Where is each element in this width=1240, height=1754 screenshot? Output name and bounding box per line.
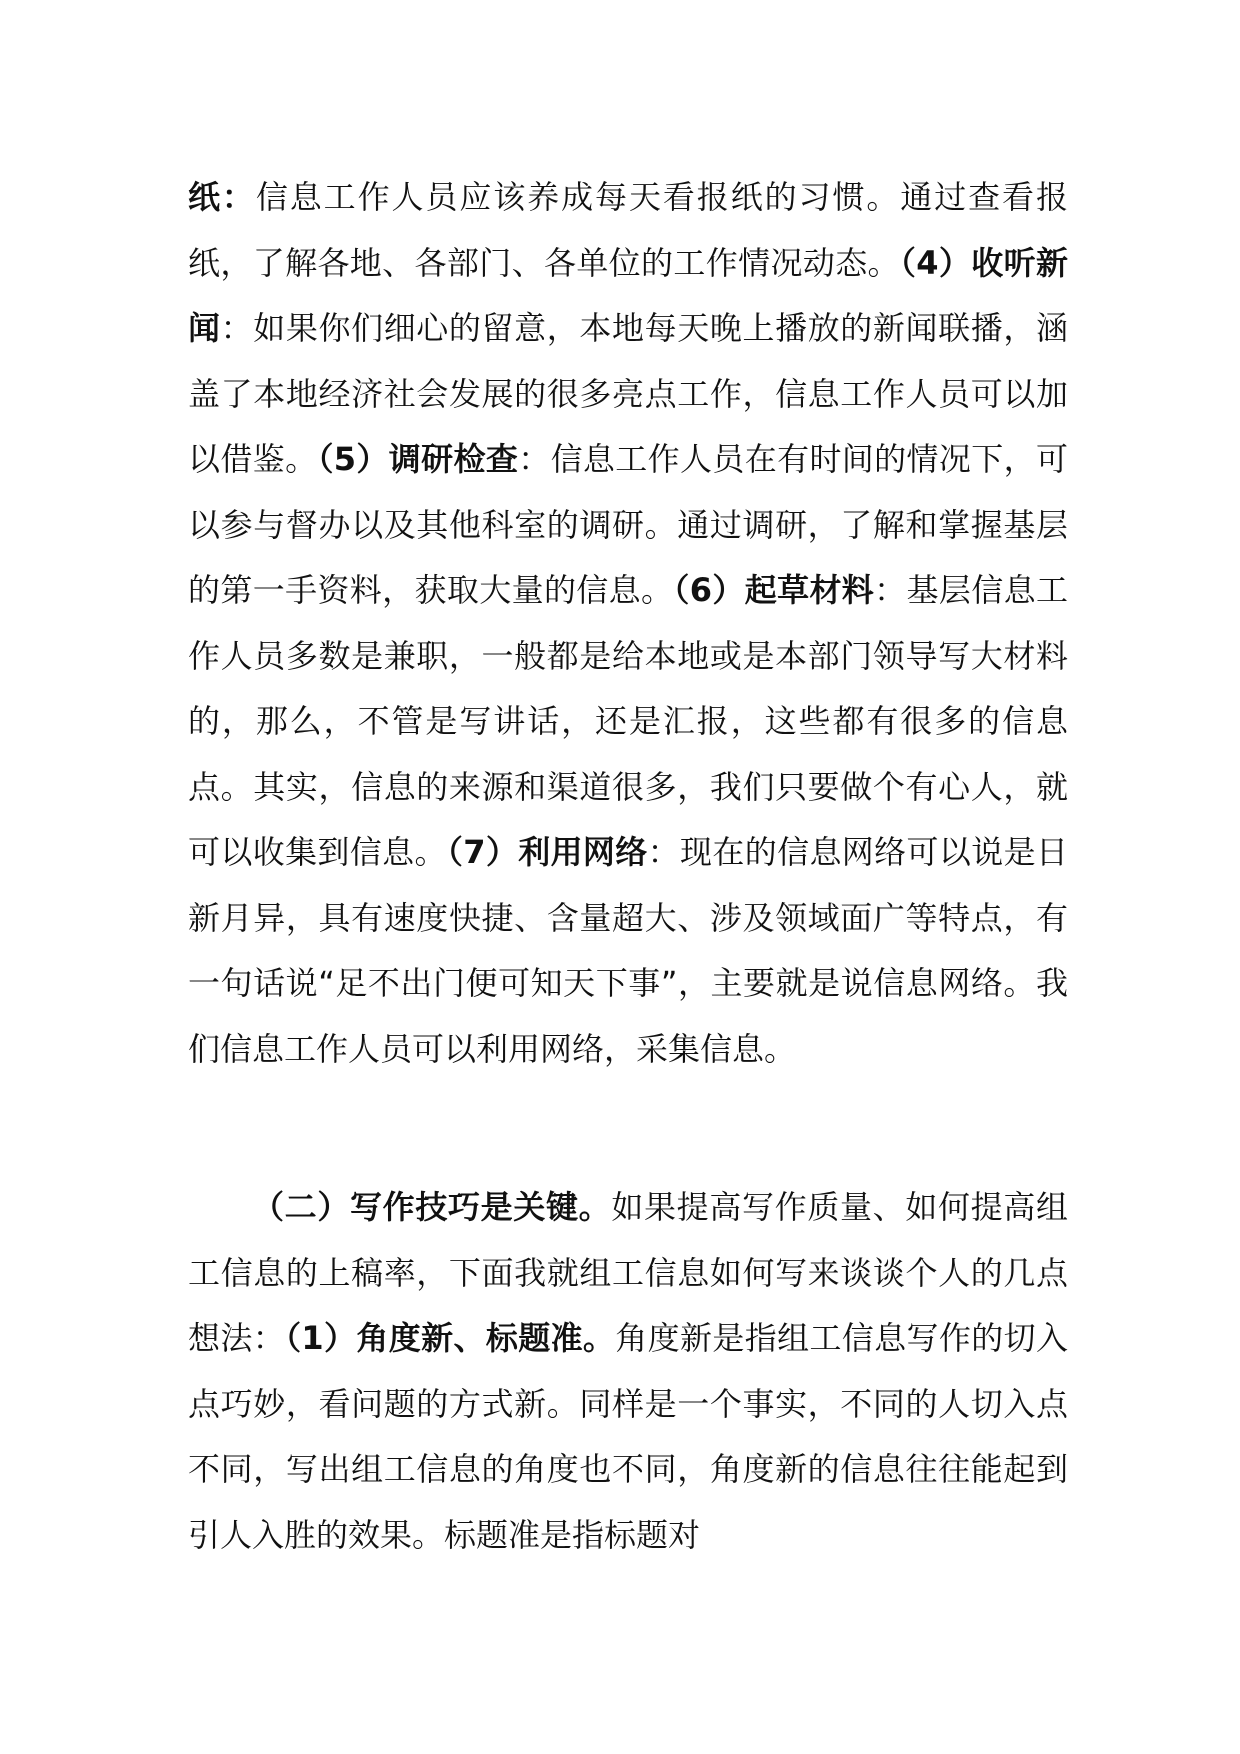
text-segment: ：信息工作人员在有时间的情况下，可以参与督办以及其他科室的调研。通过调研，了解和掌握基层的第一手资料，获取大量的信息。 bbox=[188, 440, 1068, 609]
text-segment-bold: （1）角度新、标题准。 bbox=[285, 1319, 616, 1357]
text-segment: ：基层信息工作人员多数是兼职，一般都是给本地或是本部门领导写大材料的，那么，不管是写讲话，还是汇报，这些都有很多的信息点。其实，信息的来源和渠道很多，我们只要做个有心人，就可以收集到信息。 bbox=[188, 571, 1068, 871]
text-segment: ：现在的信息网络可以说是日新月异，具有速度快捷、含量超大、涉及领域面广等特点，有一句话说“足不出门便可知天下事”，主要就是说信息网络。我们信息工作人员可以利用网络，采集信息。 bbox=[188, 833, 1068, 1068]
paragraph-writing-skills bbox=[188, 1175, 1068, 1568]
paragraph-info-sources bbox=[188, 165, 1068, 1082]
text-segment-bold: （7）利用网络 bbox=[446, 833, 648, 871]
text-segment-bold: 纸： bbox=[188, 178, 256, 216]
text-segment: 角度新是指组工信息写作的切入点巧妙，看问题的方式新。同样是一个事实，不同的人切入点不同，写出组工信息的角度也不同，角度新的信息往往能起到引人入胜的效果。标题准是指标题对 bbox=[188, 1319, 1068, 1554]
text-segment-bold: （5）调研检查 bbox=[317, 440, 519, 478]
section-heading: （二）写作技巧是关键。 bbox=[252, 1188, 612, 1226]
text-segment-bold: （4）收听新闻 bbox=[188, 243, 1068, 347]
text-segment: 信息工作人员应该养成每天看报纸的习惯。通过查看报纸，了解各地、各部门、各单位的工作情况动态。 bbox=[188, 178, 1068, 282]
text-segment: 如果提高写作质量、如何提高组工信息的上稿率，下面我就组工信息如何写来谈谈个人的几点想法： bbox=[188, 1188, 1068, 1357]
text-segment-bold: （6）起草材料 bbox=[673, 571, 875, 609]
text-segment: ：如果你们细心的留意，本地每天晚上播放的新闻联播，涵盖了本地经济社会发展的很多亮点工作，信息工作人员可以加以借鉴。 bbox=[188, 309, 1068, 478]
